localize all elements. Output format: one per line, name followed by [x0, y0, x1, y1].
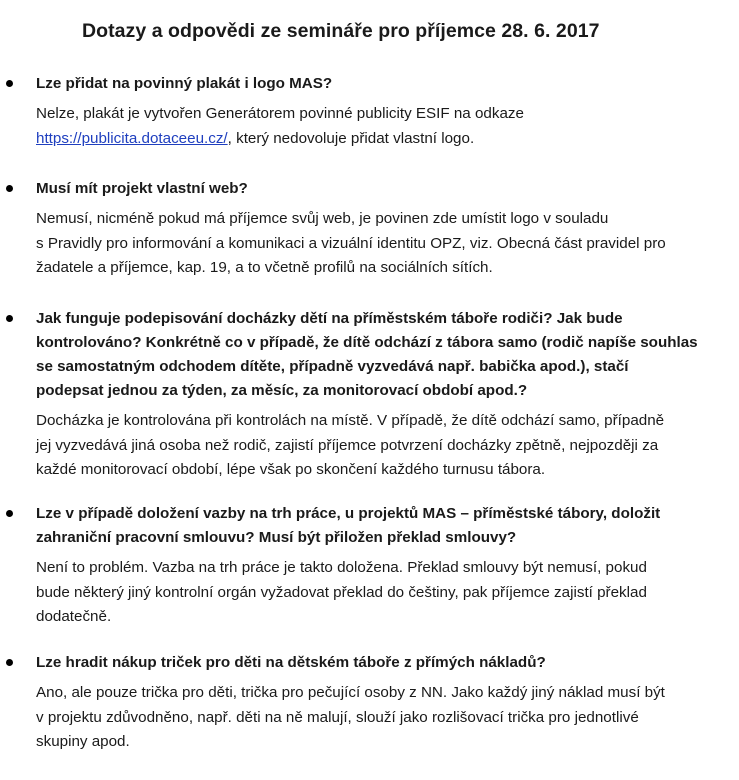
qa-item-4: [0, 502, 739, 630]
answer-2: [0, 207, 739, 281]
question-3-line-3: se samostatným odchodem dítěte, případně vyzvedává např. babička apod.), stačí: [36, 358, 629, 375]
answer-3-line-3: každé monitorovací období, lépe však po skončení každého turnusu tábora.: [36, 461, 546, 478]
bullet-icon: [6, 315, 13, 322]
answer-4-line-3: dodatečně.: [36, 608, 112, 625]
qa-item-5: [0, 651, 739, 755]
bullet-icon: [6, 185, 13, 192]
qa-item-1: [0, 72, 739, 151]
bullet-icon: [6, 80, 13, 87]
question-3: [0, 307, 739, 403]
answer-3-line-2: jej vyzvedává jiná osoba než rodič, zajistí příjemce potvrzení docházky zpětně, nejpozději za: [36, 436, 659, 454]
question-5: [0, 651, 739, 675]
answer-4: [0, 556, 739, 630]
question-4: [0, 502, 739, 550]
question-1: [0, 72, 739, 96]
answer-5: [0, 681, 739, 755]
answer-3: [0, 409, 739, 483]
bullet-icon: [6, 659, 13, 666]
answer-5-line-2: v projektu zdůvodněno, např. děti na ně malují, slouží jako rozlišovací trička pro jednotlivé: [36, 708, 639, 726]
question-2: [0, 177, 739, 201]
answer-4-line-1: Není to problém. Vazba na trh práce je takto doložena. Překlad smlouvy být nemusí, pokud: [36, 559, 647, 576]
question-4-line-2: zahraniční pracovní smlouvu? Musí být přiložen překlad smlouvy?: [36, 529, 517, 546]
answer-2-line-1: Nemusí, nicméně pokud má příjemce svůj web, je povinen zde umístit logo v souladu: [36, 210, 609, 227]
publicita-link[interactable]: https://publicita.dotaceeu.cz/: [36, 129, 228, 147]
question-1-line-1: Lze přidat na povinný plakát i logo MAS?: [36, 75, 333, 92]
question-2-line-1: Musí mít projekt vlastní web?: [36, 180, 248, 197]
answer-2-line-3: žadatele a příjemce, kap. 19, a to včetně profilů na sociálních sítích.: [36, 259, 493, 276]
bullet-icon: [6, 510, 13, 517]
qa-item-3: [0, 307, 739, 483]
answer-1: [0, 102, 739, 151]
answer-2-line-2: s Pravidly pro informování a komunikaci a vizuální identitu OPZ, viz. Obecná část pravidel pro: [36, 234, 666, 252]
question-3-line-2: kontrolováno? Konkrétně co v případě, že dítě odchází z tábora samo (rodič napíše souhlas: [36, 334, 698, 351]
question-5-line-1: Lze hradit nákup triček pro děti na dětském táboře z přímých nákladů?: [36, 654, 546, 671]
answer-5-line-3: skupiny apod.: [36, 733, 130, 750]
question-3-line-4: podepsat jednou za týden, za měsíc, za monitorovací období apod.?: [36, 382, 528, 399]
answer-4-line-2: bude některý jiný kontrolní orgán vyžadovat překlad do češtiny, pak příjemce zajistí překlad: [36, 583, 647, 601]
answer-1-line-2-rest: , který nedovoluje přidat vlastní logo.: [227, 129, 475, 147]
answer-5-line-1: Ano, ale pouze trička pro děti, trička pro pečující osoby z NN. Jako každý jiný náklad musí být: [36, 684, 665, 701]
answer-1-line-1: Nelze, plakát je vytvořen Generátorem povinné publicity ESIF na odkaze: [36, 105, 524, 122]
answer-3-line-1: Docházka je kontrolována při kontrolách na místě. V případě, že dítě odchází samo, případně: [36, 412, 665, 429]
document-title: Dotazy a odpovědi ze semináře pro příjemce 28. 6. 2017: [82, 20, 600, 42]
qa-item-2: [0, 177, 739, 281]
question-3-line-1: Jak funguje podepisování docházky dětí na příměstském táboře rodiči? Jak bude: [36, 310, 623, 327]
question-4-line-1: Lze v případě doložení vazby na trh práce, u projektů MAS – příměstské tábory, doložit: [36, 505, 661, 522]
